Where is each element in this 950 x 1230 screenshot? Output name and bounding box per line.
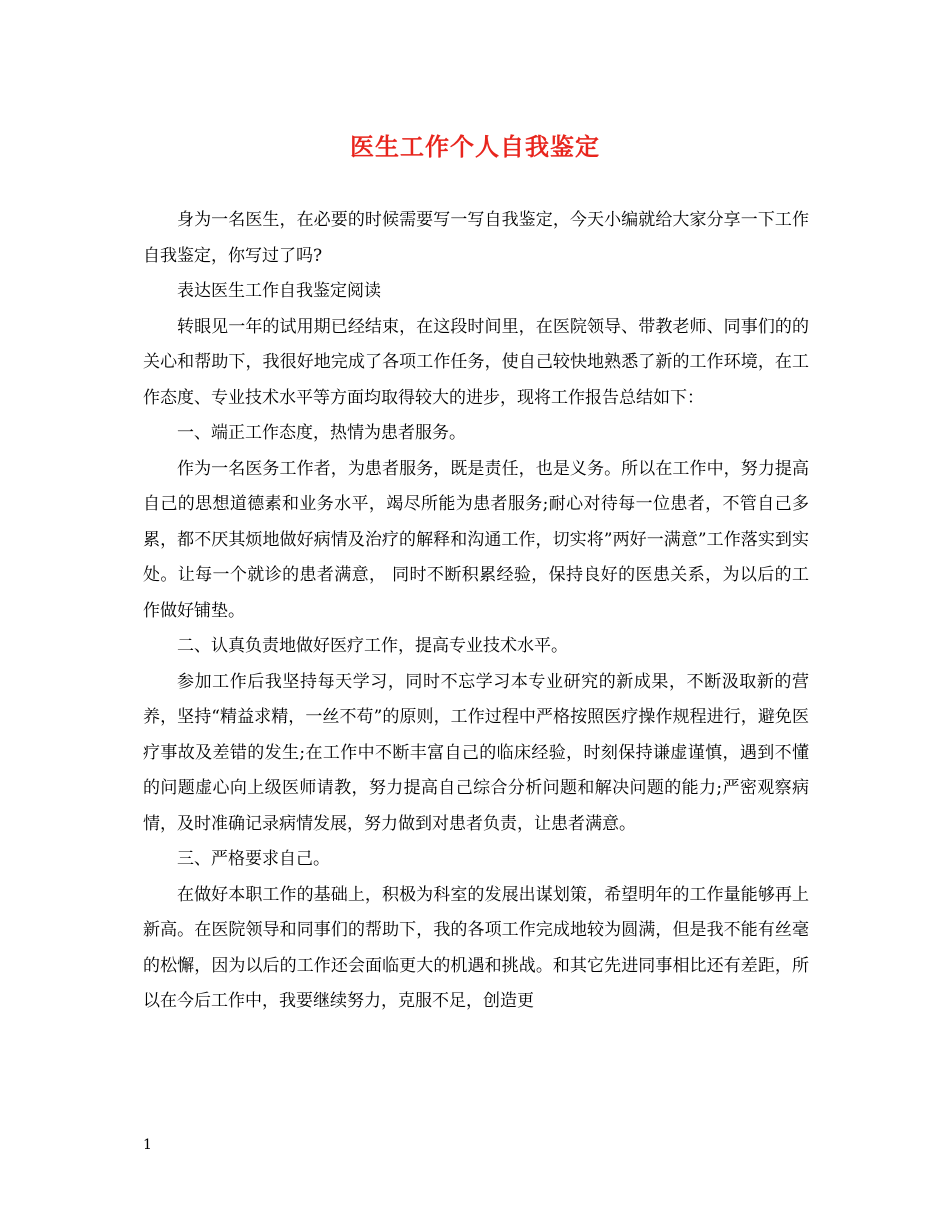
section-heading-2: 二、认真负责地做好医疗工作，提高专业技术水平。 [177,636,568,656]
paragraph-section-3: 在做好本职工作的基础上，积极为科室的发展出谋划策，希望明年的工作量能够再上新高。在医院领导和同事们的帮助下，我的各项工作完成地较为圆满，但是我不能有丝毫的松懈，因为以后的工作还会面临更大的机遇和挑战。和其它先进同事相比还有差距，所以在今后工作中，我要继续努力，克服不足，创造更 [143,884,809,1011]
paragraph-opening: 转眼见一年的试用期已经结束，在这段时间里，在医院领导、带教老师、同事们的的关心和帮助下，我很好地完成了各项工作任务，使自己较快地熟悉了新的工作环境，在工作态度、专业技术水平等方面均取得较大的进步，现将工作报告总结如下： [143,316,809,408]
paragraph-intro: 身为一名医生，在必要的时候需要写一写自我鉴定，今天小编就给大家分享一下工作自我鉴定，你写过了吗? [143,210,809,266]
document-title: 医生工作个人自我鉴定 [350,132,600,161]
section-heading-1: 一、端正工作态度，热情为患者服务。 [177,423,466,443]
document-body [143,203,809,1020]
paragraph-subheading: 表达医生工作自我鉴定阅读 [177,281,381,301]
paragraph-section-1: 作为一名医务工作者，为患者服务，既是责任，也是义务。所以在工作中，努力提高自己的思想道德素和业务水平，竭尽所能为患者服务;耐心对待每一位患者，不管自己多累，都不厌其烦地做好病情及治疗的解释和沟通工作，切实将”两好一满意”工作落实到实处。让每一个就诊的患者满意， 同时不断积累经验，保持良好的医患关系，为以后的工作做好铺垫。 [143,458,809,621]
paragraph-section-2: 参加工作后我坚持每天学习，同时不忘学习本专业研究的新成果，不断汲取新的营养，坚持“精益求精，一丝不苟”的原则，工作过程中严格按照医疗操作规程进行，避免医疗事故及差错的发生;在工作中不断丰富自己的临床经验，时刻保持谦虚谨慎，遇到不懂的问题虚心向上级医师请教，努力提高自己综合分析问题和解决问题的能力;严密观察病情，及时准确记录病情发展，努力做到对患者负责，让患者满意。 [143,671,809,834]
page-number: 1 [143,1137,152,1153]
section-heading-3: 三、严格要求自己。 [177,849,330,869]
